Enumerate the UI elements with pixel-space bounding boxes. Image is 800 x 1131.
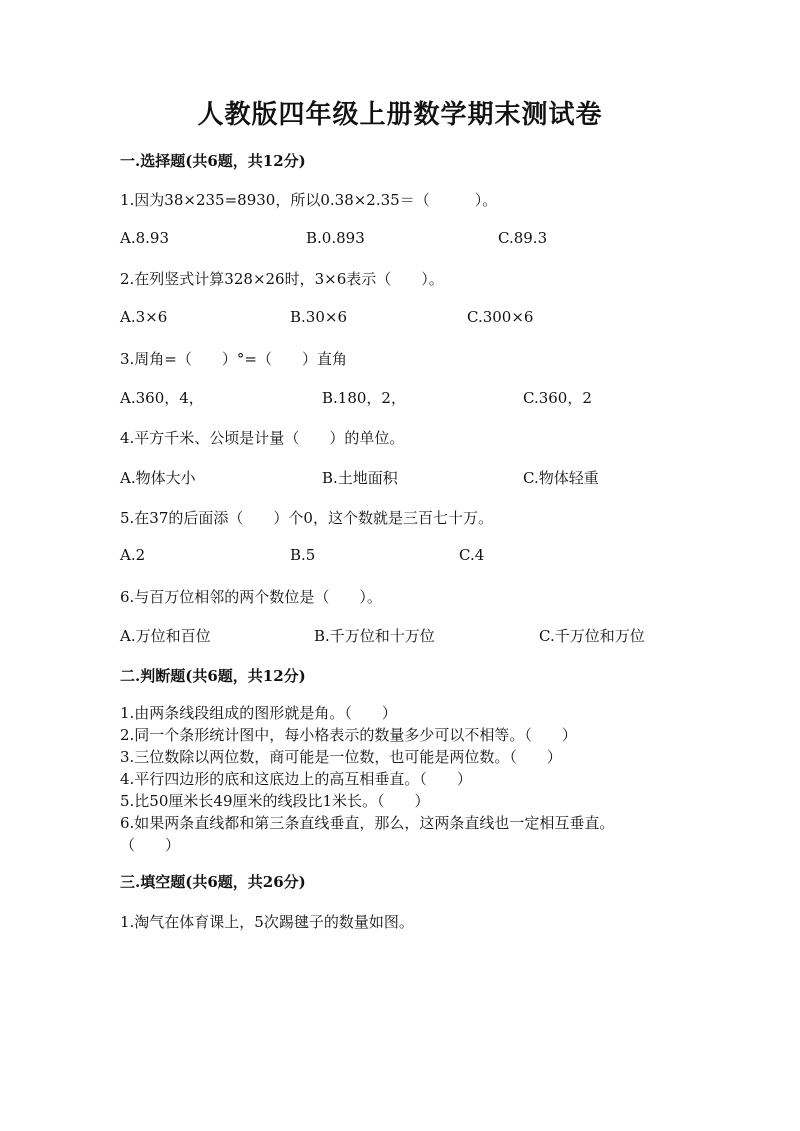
section-heading-fill-blank: 三.填空题(共6题，共26分) — [120, 873, 306, 891]
q3-option-c: C.360，2 — [523, 389, 592, 407]
section-heading-choice: 一.选择题(共6题，共12分) — [120, 152, 306, 170]
q6-option-c: C.千万位和万位 — [539, 627, 645, 645]
tf-statement-6: 6.如果两条直线都和第三条直线垂直，那么，这两条直线也一定相互垂直。 — [120, 814, 615, 832]
q6-option-a: A.万位和百位 — [120, 627, 211, 645]
question-1: 1.因为38×235=8930，所以0.38×2.35＝（ ）。 — [120, 191, 498, 209]
question-6: 6.与百万位相邻的两个数位是（ ）。 — [120, 588, 382, 606]
question-5: 5.在37的后面添（ ）个0，这个数就是三百七十万。 — [120, 509, 493, 527]
tf-statement-5: 5.比50厘米长49厘米的线段比1米长。（ ） — [120, 792, 430, 810]
q2-option-a: A.3×6 — [120, 308, 168, 326]
fill-question-1: 1.淘气在体育课上，5次踢毽子的数量如图。 — [120, 913, 414, 931]
tf-statement-2: 2.同一个条形统计图中，每小格表示的数量多少可以不相等。（ ） — [120, 726, 577, 744]
q5-option-b: B.5 — [290, 546, 316, 564]
q6-option-b: B.千万位和十万位 — [314, 627, 435, 645]
q5-option-a: A.2 — [120, 546, 146, 564]
q1-option-b: B.0.893 — [306, 229, 365, 247]
q1-option-a: A.8.93 — [120, 229, 169, 247]
q3-option-b: B.180，2， — [322, 389, 406, 407]
q2-option-b: B.30×6 — [290, 308, 347, 326]
question-2: 2.在列竖式计算328×26时，3×6表示（ ）。 — [120, 270, 444, 288]
q4-option-b: B.土地面积 — [322, 469, 398, 487]
q5-option-c: C.4 — [459, 546, 485, 564]
tf-statement-1: 1.由两条线段组成的图形就是角。（ ） — [120, 704, 397, 722]
tf-statement-4: 4.平行四边形的底和这底边上的高互相垂直。（ ） — [120, 770, 472, 788]
section-heading-true-false: 二.判断题(共6题，共12分) — [120, 667, 306, 685]
question-4: 4.平方千米、公顷是计量（ ）的单位。 — [120, 429, 405, 447]
q4-option-c: C.物体轻重 — [523, 469, 599, 487]
q1-option-c: C.89.3 — [498, 229, 548, 247]
page-title: 人教版四年级上册数学期末测试卷 — [197, 100, 603, 130]
q4-option-a: A.物体大小 — [120, 469, 196, 487]
q3-option-a: A.360，4， — [120, 389, 204, 407]
q2-option-c: C.300×6 — [467, 308, 534, 326]
tf-statement-3: 3.三位数除以两位数，商可能是一位数，也可能是两位数。（ ） — [120, 748, 562, 766]
tf-statement-6-bracket: （ ） — [120, 836, 181, 854]
question-3: 3.周角=（ ）°=（ ）直角 — [120, 350, 347, 368]
